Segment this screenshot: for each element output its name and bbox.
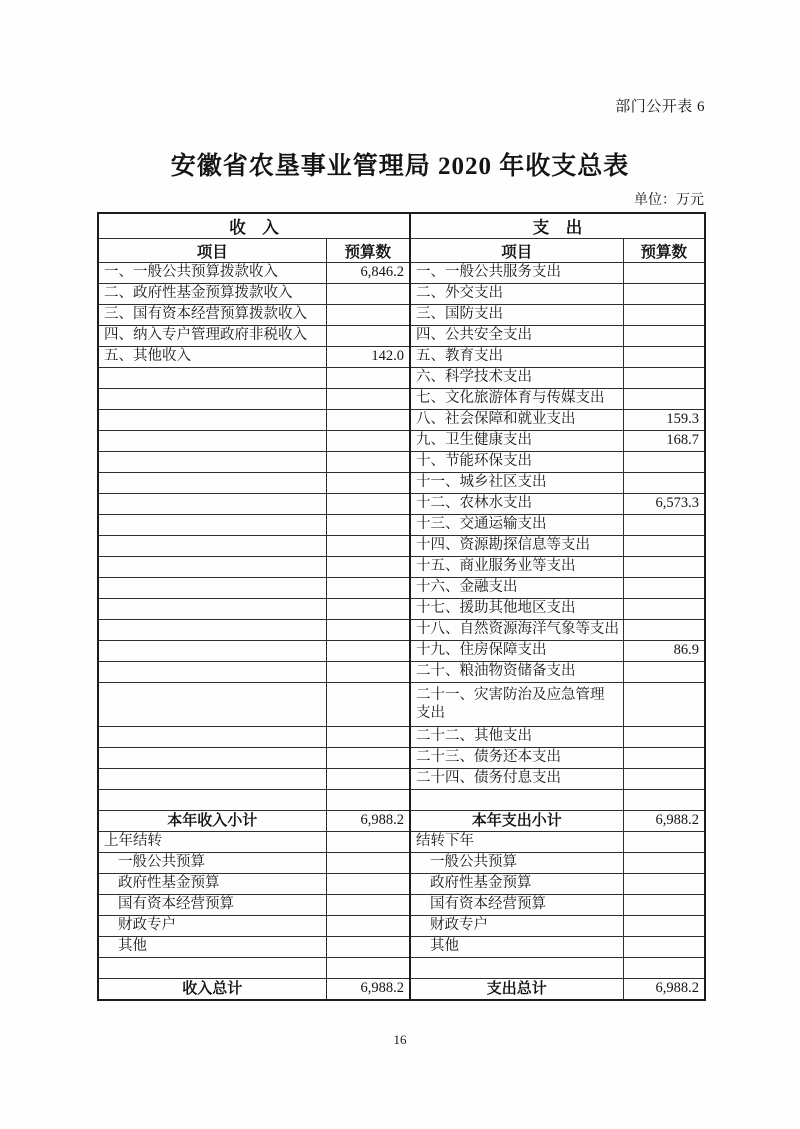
expenditure-item-cell: 一般公共预算 — [410, 853, 623, 874]
revenue-item-cell — [98, 410, 326, 431]
expenditure-budget-column-header: 预算数 — [623, 239, 705, 263]
revenue-value-cell — [326, 536, 410, 557]
table-row — [98, 284, 705, 305]
table-row — [98, 557, 705, 578]
expenditure-item-cell: 五、教育支出 — [410, 347, 623, 368]
expenditure-item-cell: 二十三、债务还本支出 — [410, 748, 623, 769]
expenditure-item-cell: 十二、农林水支出 — [410, 494, 623, 515]
expenditure-item-cell: 政府性基金预算 — [410, 874, 623, 895]
expenditure-item-cell: 十九、住房保障支出 — [410, 641, 623, 662]
table-row — [98, 769, 705, 790]
expenditure-item-cell: 六、科学技术支出 — [410, 368, 623, 389]
revenue-value-cell: 142.0 — [326, 347, 410, 368]
table-row — [98, 641, 705, 662]
revenue-value-cell — [326, 620, 410, 641]
revenue-value-cell — [326, 305, 410, 326]
revenue-value-cell — [326, 410, 410, 431]
expenditure-value-cell: 168.7 — [623, 431, 705, 452]
expenditure-item-column-header: 项目 — [410, 239, 623, 263]
table-row — [98, 389, 705, 410]
table-row — [98, 662, 705, 683]
page-title: 安徽省农垦事业管理局 2020 年收支总表 — [170, 153, 630, 180]
expenditure-item-cell: 三、国防支出 — [410, 305, 623, 326]
expenditure-value-cell: 6,988.2 — [623, 811, 705, 832]
expenditure-item-cell — [410, 958, 623, 979]
expenditure-value-cell — [623, 515, 705, 536]
revenue-value-cell — [326, 683, 410, 727]
revenue-item-cell: 国有资本经营预算 — [98, 895, 326, 916]
revenue-value-cell — [326, 662, 410, 683]
table-row — [98, 431, 705, 452]
expenditure-item-cell: 十一、城乡社区支出 — [410, 473, 623, 494]
revenue-value-cell — [326, 452, 410, 473]
expenditure-value-cell — [623, 727, 705, 748]
table-row — [98, 874, 705, 895]
expenditure-item-cell: 九、卫生健康支出 — [410, 431, 623, 452]
table-row — [98, 790, 705, 811]
expenditure-value-cell — [623, 263, 705, 284]
revenue-item-cell — [98, 536, 326, 557]
page-number: 16 — [393, 1032, 407, 1047]
expenditure-item-cell: 二十四、债务付息支出 — [410, 769, 623, 790]
revenue-value-cell — [326, 916, 410, 937]
revenue-value-cell — [326, 368, 410, 389]
table-row — [98, 727, 705, 748]
expenditure-value-cell — [623, 748, 705, 769]
expenditure-item-cell: 十、节能环保支出 — [410, 452, 623, 473]
budget-table — [97, 212, 706, 1001]
expenditure-item-cell: 十五、商业服务业等支出 — [410, 557, 623, 578]
expenditure-value-cell — [623, 769, 705, 790]
table-row — [98, 599, 705, 620]
expenditure-item-cell: 本年支出小计 — [410, 811, 623, 832]
revenue-item-cell: 一般公共预算 — [98, 853, 326, 874]
revenue-value-cell — [326, 958, 410, 979]
revenue-item-cell — [98, 620, 326, 641]
revenue-item-cell: 其他 — [98, 937, 326, 958]
revenue-value-cell — [326, 937, 410, 958]
panel-header-row — [98, 213, 705, 239]
expenditure-value-cell — [623, 368, 705, 389]
revenue-value-cell — [326, 853, 410, 874]
expenditure-value-cell — [623, 874, 705, 895]
expenditure-item-cell: 财政专户 — [410, 916, 623, 937]
revenue-value-cell — [326, 641, 410, 662]
expenditure-value-cell — [623, 389, 705, 410]
expenditure-item-cell: 八、社会保障和就业支出 — [410, 410, 623, 431]
table-body — [98, 263, 705, 1001]
expenditure-value-cell — [623, 305, 705, 326]
revenue-item-cell — [98, 662, 326, 683]
revenue-item-cell — [98, 599, 326, 620]
expenditure-item-cell: 支出总计 — [410, 979, 623, 1001]
revenue-panel-header: 收 入 — [98, 213, 410, 239]
revenue-item-cell: 五、其他收入 — [98, 347, 326, 368]
expenditure-item-cell: 国有资本经营预算 — [410, 895, 623, 916]
revenue-value-cell — [326, 599, 410, 620]
table-row — [98, 578, 705, 599]
table-row — [98, 979, 705, 1001]
revenue-item-cell — [98, 958, 326, 979]
revenue-value-cell — [326, 769, 410, 790]
revenue-item-cell — [98, 368, 326, 389]
unit-label: 单位：万元 — [634, 193, 704, 208]
expenditure-item-cell: 一、一般公共服务支出 — [410, 263, 623, 284]
revenue-item-cell: 三、国有资本经营预算拨款收入 — [98, 305, 326, 326]
expenditure-value-cell — [623, 557, 705, 578]
table-row — [98, 305, 705, 326]
expenditure-value-cell — [623, 326, 705, 347]
table-row — [98, 916, 705, 937]
revenue-item-cell: 本年收入小计 — [98, 811, 326, 832]
revenue-item-cell: 上年结转 — [98, 832, 326, 853]
expenditure-value-cell — [623, 683, 705, 727]
expenditure-value-cell — [623, 916, 705, 937]
revenue-value-cell — [326, 874, 410, 895]
expenditure-item-cell: 十四、资源勘探信息等支出 — [410, 536, 623, 557]
revenue-item-cell — [98, 641, 326, 662]
expenditure-value-cell — [623, 578, 705, 599]
expenditure-item-cell: 十三、交通运输支出 — [410, 515, 623, 536]
revenue-value-cell: 6,988.2 — [326, 979, 410, 1001]
expenditure-value-cell: 6,573.3 — [623, 494, 705, 515]
expenditure-value-cell: 159.3 — [623, 410, 705, 431]
revenue-item-cell: 政府性基金预算 — [98, 874, 326, 895]
expenditure-value-cell — [623, 473, 705, 494]
expenditure-panel-header: 支 出 — [410, 213, 705, 239]
expenditure-item-cell: 二十一、灾害防治及应急管理支出 — [410, 683, 623, 727]
table-row — [98, 494, 705, 515]
expenditure-value-cell: 86.9 — [623, 641, 705, 662]
expenditure-item-cell: 七、文化旅游体育与传媒支出 — [410, 389, 623, 410]
revenue-item-cell: 四、纳入专户管理政府非税收入 — [98, 326, 326, 347]
expenditure-value-cell: 6,988.2 — [623, 979, 705, 1001]
revenue-item-cell — [98, 769, 326, 790]
revenue-item-cell — [98, 790, 326, 811]
expenditure-value-cell — [623, 895, 705, 916]
expenditure-value-cell — [623, 599, 705, 620]
expenditure-value-cell — [623, 536, 705, 557]
expenditure-item-cell: 其他 — [410, 937, 623, 958]
expenditure-item-cell: 结转下年 — [410, 832, 623, 853]
revenue-value-cell: 6,988.2 — [326, 811, 410, 832]
revenue-item-cell — [98, 389, 326, 410]
revenue-value-cell — [326, 557, 410, 578]
revenue-item-cell — [98, 494, 326, 515]
revenue-item-cell: 一、一般公共预算拨款收入 — [98, 263, 326, 284]
table-row — [98, 811, 705, 832]
table-row — [98, 853, 705, 874]
expenditure-value-cell — [623, 347, 705, 368]
table-row — [98, 958, 705, 979]
revenue-item-cell — [98, 683, 326, 727]
revenue-item-cell — [98, 727, 326, 748]
expenditure-value-cell — [623, 832, 705, 853]
expenditure-value-cell — [623, 958, 705, 979]
revenue-value-cell — [326, 790, 410, 811]
column-header-row — [98, 239, 705, 263]
revenue-value-cell — [326, 895, 410, 916]
table-row — [98, 832, 705, 853]
revenue-item-cell — [98, 557, 326, 578]
revenue-value-cell — [326, 578, 410, 599]
expenditure-item-cell: 十六、金融支出 — [410, 578, 623, 599]
expenditure-item-cell: 十七、援助其他地区支出 — [410, 599, 623, 620]
expenditure-value-cell — [623, 790, 705, 811]
revenue-item-cell — [98, 748, 326, 769]
table-row — [98, 748, 705, 769]
revenue-value-cell — [326, 748, 410, 769]
revenue-item-cell: 二、政府性基金预算拨款收入 — [98, 284, 326, 305]
expenditure-value-cell — [623, 853, 705, 874]
table-row — [98, 410, 705, 431]
revenue-item-cell — [98, 452, 326, 473]
table-row — [98, 368, 705, 389]
expenditure-value-cell — [623, 662, 705, 683]
revenue-value-cell: 6,846.2 — [326, 263, 410, 284]
table-row — [98, 536, 705, 557]
revenue-value-cell — [326, 473, 410, 494]
table-head — [98, 213, 705, 263]
expenditure-item-cell: 四、公共安全支出 — [410, 326, 623, 347]
expenditure-item-cell — [410, 790, 623, 811]
revenue-item-cell — [98, 515, 326, 536]
table-row — [98, 515, 705, 536]
revenue-value-cell — [326, 494, 410, 515]
revenue-item-cell: 收入总计 — [98, 979, 326, 1001]
revenue-item-column-header: 项目 — [98, 239, 326, 263]
revenue-item-cell — [98, 473, 326, 494]
expenditure-item-cell: 十八、自然资源海洋气象等支出 — [410, 620, 623, 641]
revenue-value-cell — [326, 431, 410, 452]
revenue-value-cell — [326, 832, 410, 853]
table-row — [98, 263, 705, 284]
expenditure-value-cell — [623, 620, 705, 641]
table-row — [98, 326, 705, 347]
revenue-item-cell — [98, 431, 326, 452]
revenue-value-cell — [326, 326, 410, 347]
table-row — [98, 895, 705, 916]
revenue-value-cell — [326, 389, 410, 410]
table-row — [98, 473, 705, 494]
table-row — [98, 937, 705, 958]
revenue-item-cell — [98, 578, 326, 599]
expenditure-item-cell: 二、外交支出 — [410, 284, 623, 305]
revenue-item-cell: 财政专户 — [98, 916, 326, 937]
expenditure-value-cell — [623, 937, 705, 958]
table-row — [98, 452, 705, 473]
corner-table-label: 部门公开表 6 — [615, 99, 705, 115]
expenditure-value-cell — [623, 284, 705, 305]
expenditure-item-cell: 二十、粮油物资储备支出 — [410, 662, 623, 683]
table-row — [98, 620, 705, 641]
revenue-value-cell — [326, 727, 410, 748]
table-row — [98, 347, 705, 368]
expenditure-value-cell — [623, 452, 705, 473]
revenue-value-cell — [326, 515, 410, 536]
expenditure-item-cell: 二十二、其他支出 — [410, 727, 623, 748]
revenue-budget-column-header: 预算数 — [326, 239, 410, 263]
revenue-value-cell — [326, 284, 410, 305]
table-row — [98, 683, 705, 727]
